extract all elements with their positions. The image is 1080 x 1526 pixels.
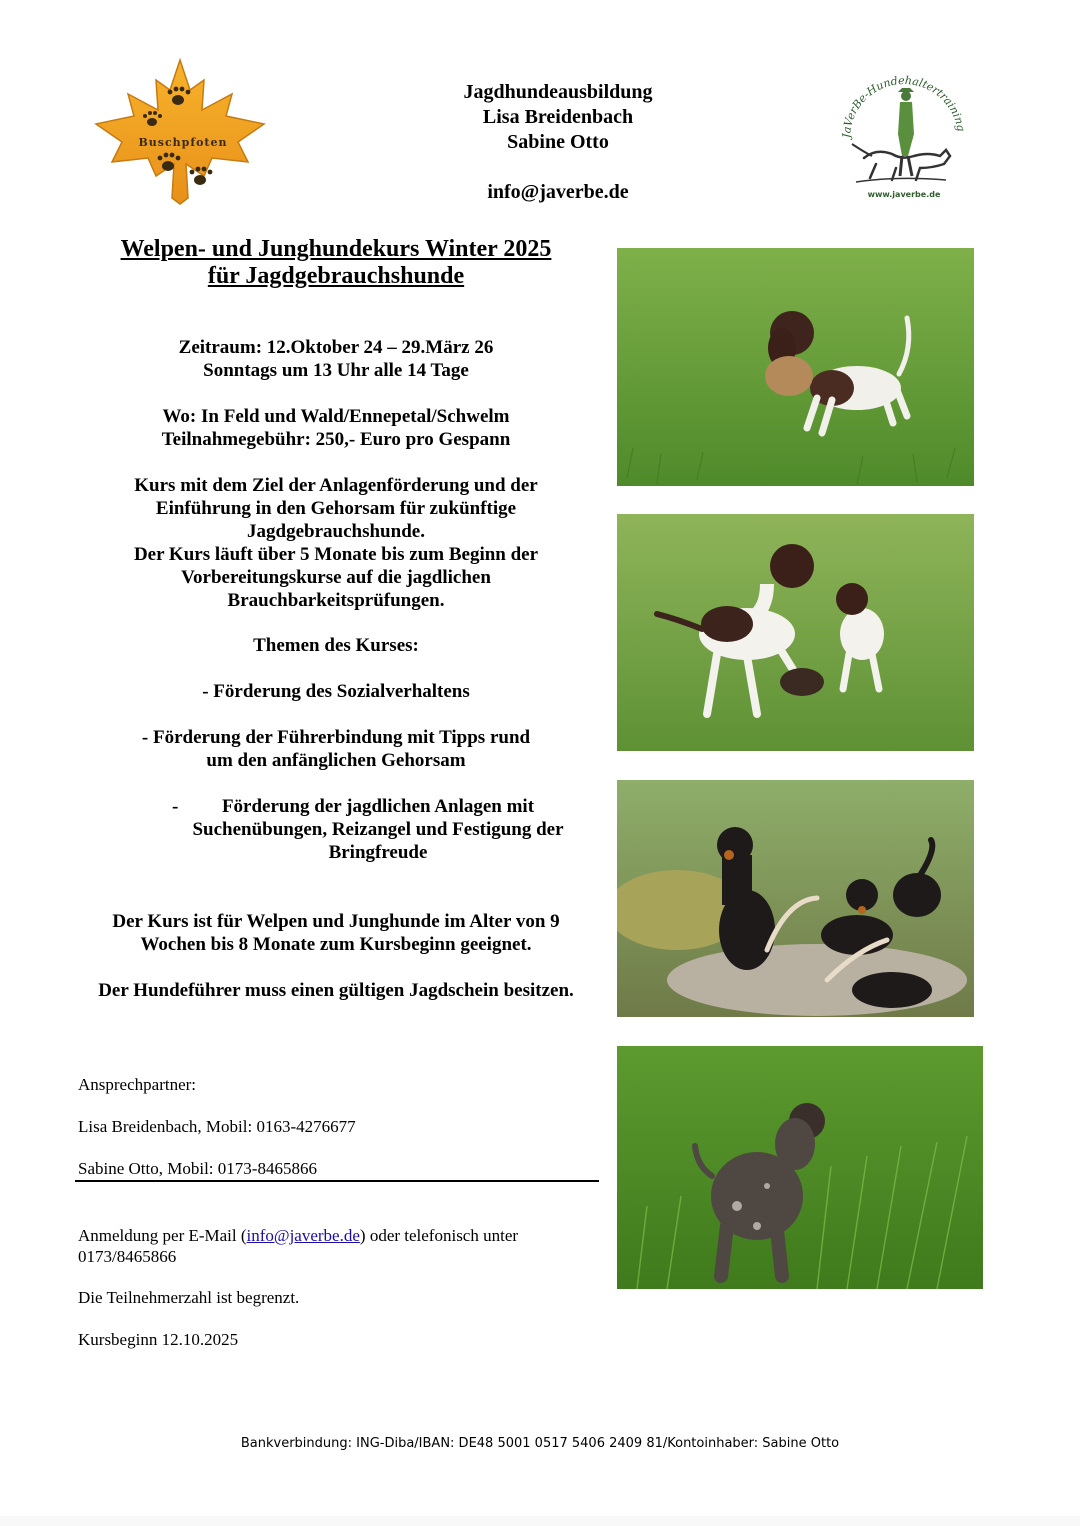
- course-title: [80, 236, 592, 290]
- header-name-1: Lisa Breidenbach: [482, 106, 634, 128]
- description-line: Einführung in den Gehorsam für zukünftige: [155, 498, 517, 519]
- description-line: Der Kurs läuft über 5 Monate bis zum Beginn der: [133, 544, 539, 565]
- course-title-line-1: Welpen- und Junghundekurs Winter 2025: [120, 236, 552, 262]
- page-bottom-edge: [0, 1516, 1080, 1526]
- age-requirement: [80, 910, 592, 956]
- schedule-period: Zeitraum: 12.Oktober 24 – 29.März 26: [178, 337, 494, 358]
- contact-person-2: Sabine Otto, Mobil: 0173-8465866: [78, 1159, 317, 1178]
- schedule-block: [80, 336, 592, 382]
- topic-line: - Förderung der Führerbindung mit Tipps rund: [141, 727, 531, 748]
- header-email[interactable]: info@javerbe.de: [487, 181, 629, 203]
- registration-suffix: ) oder telefonisch unter: [359, 1226, 519, 1245]
- license-requirement: Der Hundeführer muss einen gültigen Jagdschein besitzen.: [98, 980, 574, 1001]
- buschpfoten-logo-text: Buschpfoten: [138, 136, 228, 149]
- hunter-dog-icon: [836, 72, 972, 208]
- pointer-puppy-grass-photo: [617, 1046, 983, 1289]
- course-title-line-2: für Jagdgebrauchshunde: [207, 263, 465, 289]
- participant-limit-note: Die Teilnehmerzahl ist begrenzt.: [78, 1288, 300, 1307]
- javerbe-logo-url: www.javerbe.de: [867, 190, 941, 199]
- description-line: Brauchbarkeitsprüfungen.: [227, 590, 445, 611]
- bank-details-footer: Bankverbindung: ING-Diba/IBAN: DE48 5001 0517 5406 2409 81/Kontoinhaber: Sabine Otto: [240, 1436, 840, 1451]
- buschpfoten-logo: [92, 58, 268, 206]
- registration-text: [78, 1225, 578, 1267]
- javerbe-arc-text: JaVerBe-Hundehaltertraining: [839, 73, 968, 139]
- location-where: Wo: In Feld und Wald/Ennepetal/Schwelm: [162, 406, 510, 427]
- registration-email-link[interactable]: info@javerbe.de: [246, 1226, 360, 1245]
- topic-handler-bond: [80, 726, 592, 772]
- topic-line: Bringfreude: [328, 842, 428, 863]
- puppy-retrieving-photo: [617, 248, 974, 486]
- location-fee: Teilnahmegebühr: 250,- Euro pro Gespann: [161, 429, 511, 450]
- age-requirement-line: Der Kurs ist für Welpen und Junghunde im Alter von 9: [112, 911, 560, 932]
- registration-phone: 0173/8465866: [78, 1247, 177, 1266]
- age-requirement-line: Wochen bis 8 Monate zum Kursbeginn geeignet.: [140, 934, 532, 955]
- header-title: Jagdhundeausbildung: [463, 81, 653, 103]
- description-line: Jagdgebrauchshunde.: [247, 521, 425, 542]
- puppies-playing-photo: [617, 514, 974, 751]
- topic-dash: -: [172, 796, 179, 817]
- topic-line: um den anfänglichen Gehorsam: [206, 750, 466, 771]
- divider: [75, 1180, 599, 1182]
- course-description: [80, 474, 592, 612]
- description-line: Kurs mit dem Ziel der Anlagenförderung und der: [134, 475, 538, 496]
- maple-leaf-paws-icon: [92, 58, 268, 206]
- contact-label: Ansprechpartner:: [78, 1075, 197, 1094]
- location-block: [80, 405, 592, 451]
- topic-line: Suchenübungen, Reizangel und Festigung der: [192, 819, 564, 840]
- topic-line: Förderung der jagdlichen Anlagen mit: [221, 796, 535, 817]
- description-line: Vorbereitungskurse auf die jagdlichen: [181, 567, 491, 588]
- javerbe-logo: [836, 72, 972, 208]
- topic-social-behaviour: - Förderung des Sozialverhaltens: [202, 681, 470, 702]
- schedule-when: Sonntags um 13 Uhr alle 14 Tage: [203, 360, 469, 381]
- course-start-date: Kursbeginn 12.10.2025: [78, 1330, 239, 1349]
- header-name-2: Sabine Otto: [507, 131, 609, 153]
- registration-prefix: Anmeldung per E-Mail (: [78, 1226, 247, 1245]
- topics-heading: Themen des Kurses:: [253, 635, 419, 656]
- topic-hunting-skills: [168, 795, 588, 864]
- header: [380, 80, 736, 205]
- black-tan-puppies-photo: [617, 780, 974, 1017]
- contact-person-1: Lisa Breidenbach, Mobil: 0163-4276677: [78, 1117, 356, 1136]
